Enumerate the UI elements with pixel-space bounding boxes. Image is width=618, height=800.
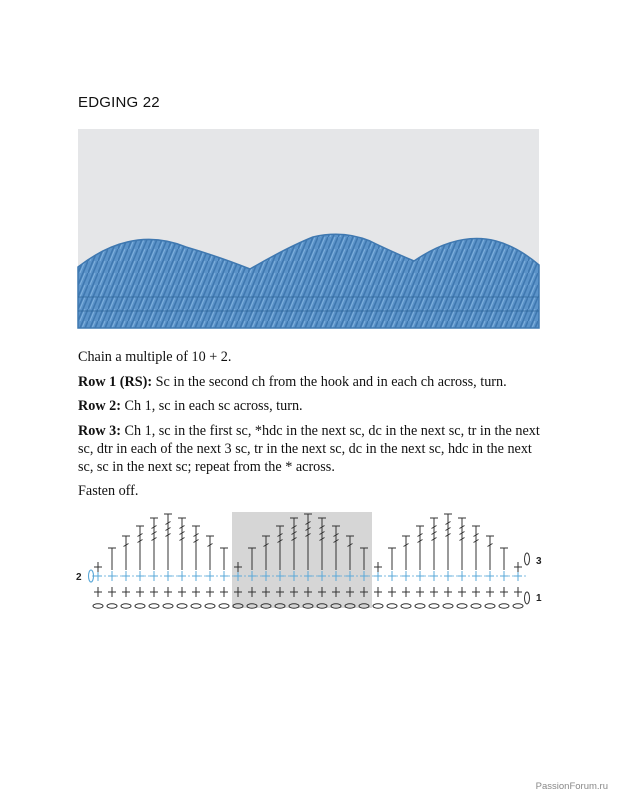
- row1-sc: [178, 587, 186, 597]
- row1-sc: [416, 587, 424, 597]
- row-2-text: Ch 1, sc in each sc across, turn.: [124, 398, 303, 414]
- row1-turning-chain: [525, 592, 530, 604]
- row3-sc: [94, 562, 102, 572]
- chain-stitch: [429, 604, 439, 608]
- instructions: [78, 348, 548, 507]
- row1-sc: [122, 587, 130, 597]
- pattern-title: EDGING 22: [78, 94, 160, 111]
- row-3: [78, 422, 548, 476]
- row-3-label: Row 3:: [78, 422, 121, 439]
- outro-line: Fasten off.: [78, 483, 139, 499]
- row1-sc: [108, 587, 116, 597]
- chain-stitch: [93, 604, 103, 608]
- chain-stitch: [121, 604, 131, 608]
- row1-sc: [220, 587, 228, 597]
- chain-stitch: [163, 604, 173, 608]
- chain-stitch: [499, 604, 509, 608]
- row1-sc: [514, 587, 522, 597]
- row-1-text: Sc in the second ch from the hook and in each ch across, turn.: [155, 373, 507, 390]
- row1-sc: [430, 587, 438, 597]
- chain-stitch: [443, 604, 453, 608]
- row-1: [78, 373, 548, 391]
- row3-turning-chain: [525, 553, 530, 565]
- row1-sc: [402, 587, 410, 597]
- row1-sc: [206, 587, 214, 597]
- row-1-label: Row 1 (RS):: [78, 373, 153, 390]
- row1-sc: [444, 587, 452, 597]
- row1-sc: [136, 587, 144, 597]
- row3-sc: [374, 562, 382, 572]
- row1-sc: [164, 587, 172, 597]
- chain-stitch: [401, 604, 411, 608]
- chain-stitch: [373, 604, 383, 608]
- chain-stitch: [107, 604, 117, 608]
- row1-sc: [94, 587, 102, 597]
- chain-stitch: [471, 604, 481, 608]
- chain-stitch: [219, 604, 229, 608]
- row1-sc: [458, 587, 466, 597]
- row-label-left: 2: [76, 572, 82, 583]
- highlighted-repeat: [232, 512, 372, 608]
- row1-sc: [388, 587, 396, 597]
- row1-sc: [192, 587, 200, 597]
- chain-stitch: [177, 604, 187, 608]
- chain-stitch: [457, 604, 467, 608]
- row3-sc: [514, 562, 522, 572]
- row-3-text: Ch 1, sc in the first sc, *hdc in the next sc, dc in the next sc, tr in the next sc, dtr in each of the next 3 sc, tr in the next sc, dc in the next sc, hdc in the next sc, sc in the next sc; repeat from the * across.: [78, 422, 540, 475]
- chain-stitch: [205, 604, 215, 608]
- crochet-edging-image: [78, 129, 539, 328]
- row1-sc: [374, 587, 382, 597]
- row-2: [78, 397, 548, 415]
- row1-sc: [472, 587, 480, 597]
- row-2-label: Row 2:: [78, 398, 121, 414]
- chain-stitch: [485, 604, 495, 608]
- chain-stitch: [149, 604, 159, 608]
- chain-stitch: [135, 604, 145, 608]
- row1-sc: [486, 587, 494, 597]
- row-label-right-top: 3: [536, 556, 542, 567]
- chain-stitch: [513, 604, 523, 608]
- intro-line: Chain a multiple of 10 + 2.: [78, 349, 232, 365]
- watermark-text: PassionForum.ru: [535, 781, 608, 792]
- edging-photo: [78, 129, 539, 328]
- chain-stitch: [415, 604, 425, 608]
- row1-sc: [500, 587, 508, 597]
- stitch-chart: [78, 512, 548, 612]
- chain-stitch: [387, 604, 397, 608]
- row-label-right-bottom: 1: [536, 593, 542, 604]
- chain-stitch: [191, 604, 201, 608]
- stitch-chart-diagram: [78, 512, 548, 612]
- row1-sc: [150, 587, 158, 597]
